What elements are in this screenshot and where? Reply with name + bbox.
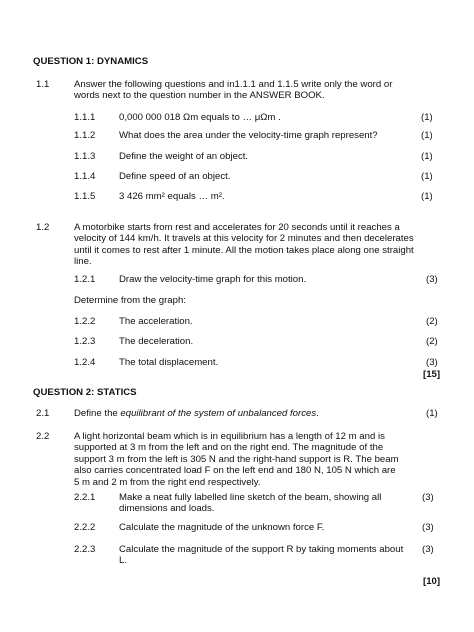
item-marks: (1) xyxy=(421,112,433,123)
intro-line: until it comes to rest after 1 minute. All the motion takes place along one straight xyxy=(74,244,414,256)
intro-line: also carries concentrated load F on the left end and 180 N, 105 N which are xyxy=(74,465,396,477)
item-marks: (3) xyxy=(422,544,434,555)
text-suffix: . xyxy=(316,408,319,419)
item-line: Make a neat fully labelled line sketch of the beam, showing all xyxy=(119,492,382,503)
item-number: 1.1.3 xyxy=(74,151,96,162)
item-text xyxy=(119,544,414,567)
item-marks: (1) xyxy=(421,151,433,162)
item-text: Define the weight of an object. xyxy=(119,151,249,162)
item-number: 1.2.4 xyxy=(74,357,96,368)
intro-line: line. xyxy=(74,256,92,268)
item-number: 1.1.4 xyxy=(74,171,96,182)
item-number: 1.1.5 xyxy=(74,191,96,202)
question-2-1-text xyxy=(74,408,319,419)
intro-line: A motorbike starts from rest and accelerates for 20 seconds until it reaches a xyxy=(74,222,400,233)
item-text: The deceleration. xyxy=(119,336,194,347)
text-prefix: Define the xyxy=(74,408,121,419)
question-1-heading: QUESTION 1: DYNAMICS xyxy=(33,56,149,67)
question-2-1-number: 2.1 xyxy=(36,408,50,419)
item-number: 2.2.2 xyxy=(74,522,96,533)
intro-line: velocity of 144 km/h. It travels at this velocity for 2 minutes and then decelerates xyxy=(74,233,414,245)
item-text xyxy=(119,492,414,515)
item-marks: (3) xyxy=(422,492,434,503)
intro-line: words next to the question number in the ANSWER BOOK. xyxy=(74,90,325,102)
item-marks: (3) xyxy=(422,522,434,533)
item-text: Define speed of an object. xyxy=(119,171,231,182)
item-marks: (1) xyxy=(421,130,433,141)
item-marks: (1) xyxy=(421,191,433,202)
item-text: The total displacement. xyxy=(119,357,219,368)
item-marks: (1) xyxy=(421,171,433,182)
item-text: The acceleration. xyxy=(119,316,193,327)
item-number: 1.1.2 xyxy=(74,130,96,141)
question-1-1-number: 1.1 xyxy=(36,79,50,90)
intro-line: A light horizontal beam which is in equilibrium has a length of 12 m and is xyxy=(74,431,385,442)
item-number: 2.2.1 xyxy=(74,492,96,503)
item-text: 0,000 000 018 Ωm equals to … μΩm . xyxy=(119,112,281,123)
item-marks: (2) xyxy=(426,336,438,347)
intro-line: support 3 m from the left is 305 N and the right-hand support is R. The beam xyxy=(74,453,399,465)
item-text: 3 426 mm² equals … m². xyxy=(119,191,225,202)
question-1-2-intro xyxy=(74,222,439,268)
text-italic: equilibrant of the system of unbalanced forces xyxy=(120,408,317,419)
question-1-2-number: 1.2 xyxy=(36,222,50,233)
item-marks: (2) xyxy=(426,316,438,327)
item-number: 1.2.2 xyxy=(74,316,96,327)
question-2-2-number: 2.2 xyxy=(36,431,50,442)
intro-line: Answer the following questions and in1.1.1 and 1.1.5 write only the word or xyxy=(74,79,393,90)
item-number: 2.2.3 xyxy=(74,544,96,555)
item-line: L. xyxy=(119,555,128,567)
question-2-2-intro xyxy=(74,431,424,488)
item-text: What does the area under the velocity-time graph represent? xyxy=(119,130,378,141)
item-line: Calculate the magnitude of the support R by taking moments about xyxy=(119,544,404,555)
question-1-total: [15] xyxy=(423,369,441,380)
item-number: 1.1.1 xyxy=(74,112,96,123)
item-marks: (1) xyxy=(426,408,438,419)
question-2-heading: QUESTION 2: STATICS xyxy=(33,387,137,398)
intro-line: supported at 3 m from the left and on the right end. The magnitude of the xyxy=(74,442,384,454)
item-marks: (3) xyxy=(426,274,438,285)
item-marks: (3) xyxy=(426,357,438,368)
determine-text: Determine from the graph: xyxy=(74,295,186,306)
item-text: Draw the velocity-time graph for this motion. xyxy=(119,274,307,285)
intro-line: 5 m and 2 m from the right end respectively. xyxy=(74,476,261,488)
question-1-1-intro xyxy=(74,79,434,102)
item-number: 1.2.1 xyxy=(74,274,96,285)
question-2-total: [10] xyxy=(423,576,441,587)
item-number: 1.2.3 xyxy=(74,336,96,347)
item-line: dimensions and loads. xyxy=(119,503,215,515)
item-text: Calculate the magnitude of the unknown force F. xyxy=(119,522,325,533)
